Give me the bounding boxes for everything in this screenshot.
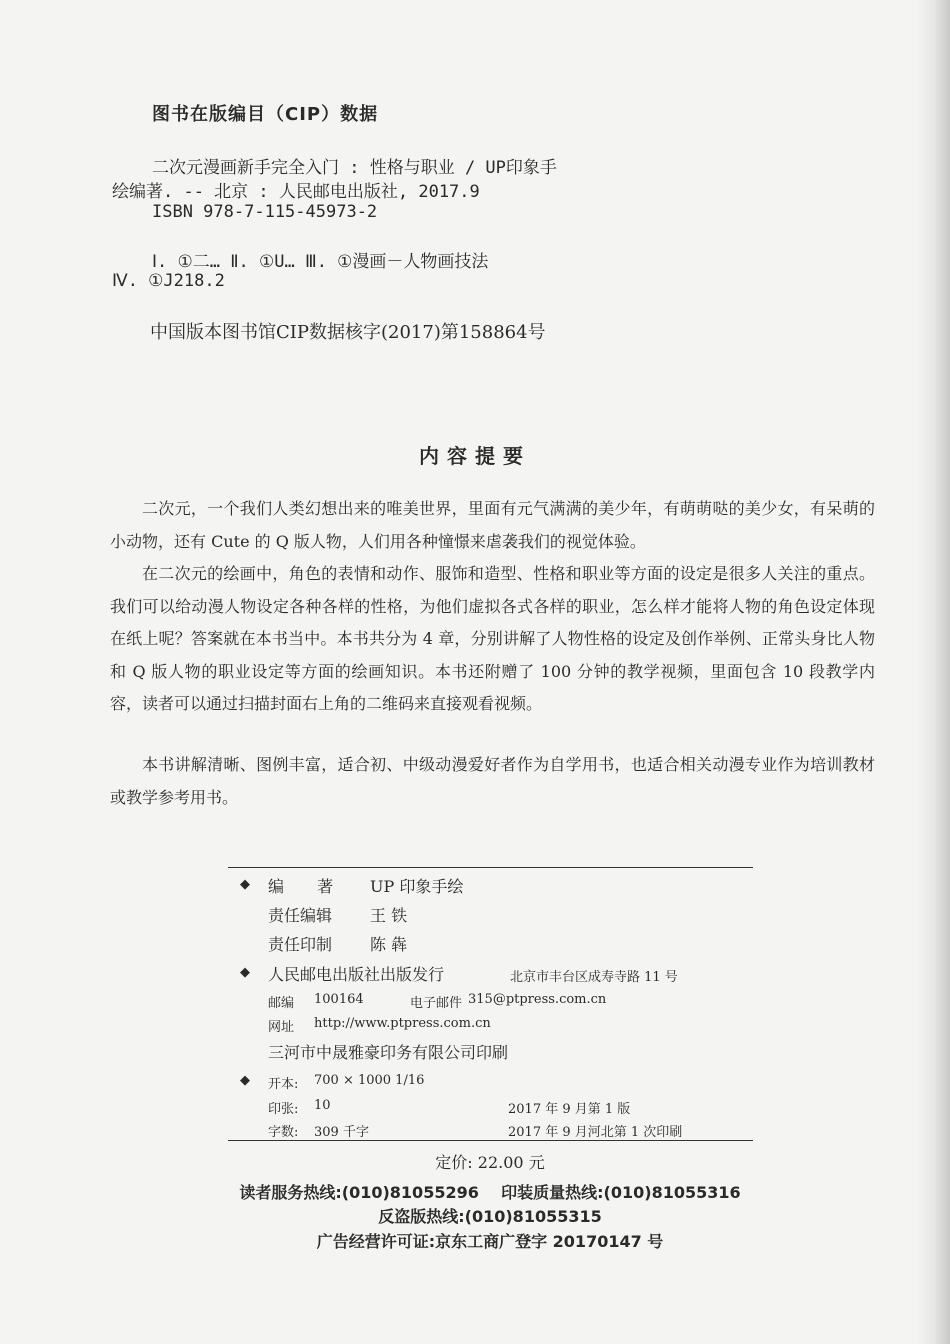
email-label: 电子邮件	[410, 996, 463, 1011]
printing-label: 责任印制	[268, 935, 333, 954]
word-count: 309 千字	[314, 1125, 369, 1140]
words-label: 字数:	[268, 1125, 299, 1140]
summary-title: 内容提要	[419, 444, 531, 468]
web-label: 网址	[268, 1020, 295, 1035]
divider-top	[228, 867, 753, 868]
summary-paragraph: 在二次元的绘画中，角色的表情和动作、服饰和造型、性格和职业等方面的设定是很多人关注的重点。我们可以给动漫人物设定各种各样的性格，为他们虚拟各式各样的职业，怎么样才能将人物的角色设定体现在纸上呢？答案就在本书当中。本书共分为 4 章，分别讲解了人物性格的设定及创作举例、正常头身比人物和 Q 版人物的职业设定等方面的绘画知识。本书还附赠了 100 分钟的教学视频，里面包含 10 段教学内容，读者可以通过扫描封面右上角的二维码来直接观看视频。	[110, 564, 875, 713]
editor-label: 责任编辑	[268, 906, 333, 925]
summary-paragraph: 本书讲解清晰、图例丰富，适合初、中级动漫爱好者作为自学用书，也适合相关动漫专业作为培训教材或教学参考用书。	[110, 755, 875, 807]
publisher-address: 北京市丰台区成寿寺路 11 号	[510, 970, 678, 985]
divider-bottom	[228, 1140, 753, 1141]
editor: 王 铁	[370, 906, 408, 925]
sheets-label: 印张:	[268, 1102, 299, 1117]
page-spine-shadow	[916, 0, 950, 1344]
service-hotline-label: 读者服务热线:	[239, 1183, 342, 1202]
cip-line: 绘编著. -- 北京 : 人民邮电出版社, 2017.9	[112, 182, 480, 202]
piracy-hotline: (010)81055315	[464, 1207, 602, 1226]
sheets: 10	[314, 1098, 331, 1113]
author: UP 印象手绘	[370, 877, 464, 896]
summary-paragraph: 二次元，一个我们人类幻想出来的唯美世界，里面有元气满满的美少年，有萌萌哒的美少女，有呆萌的小动物，还有 Cute 的 Q 版人物，人们用各种憧憬来虐袭我们的视觉体验。	[110, 499, 875, 551]
piracy-line	[0, 1204, 950, 1227]
quality-hotline: (010)81055316	[603, 1183, 741, 1202]
author-label: 编 著	[268, 877, 348, 896]
cip-line: Ⅰ. ①二… Ⅱ. ①U… Ⅲ. ①漫画－人物画技法	[152, 252, 489, 272]
cip-line: 二次元漫画新手完全入门 : 性格与职业 / UP印象手	[152, 158, 557, 178]
edition: 2017 年 9 月第 1 版	[508, 1102, 631, 1117]
book-format: 700 × 1000 1/16	[314, 1073, 425, 1088]
price-line	[0, 1150, 950, 1173]
quality-hotline-label: 印装质量热线:	[501, 1183, 604, 1202]
ad-license-line	[0, 1229, 950, 1252]
cip-number: 中国版本图书馆CIP数据核字(2017)第158864号	[150, 322, 546, 343]
piracy-hotline-label: 反盗版热线:	[378, 1207, 465, 1226]
service-hotline: (010)81055296	[341, 1183, 479, 1202]
price-label: 定价:	[435, 1153, 473, 1172]
cip-title: 图书在版编目（CIP）数据	[152, 104, 379, 125]
bullet-icon: ◆	[240, 877, 250, 892]
bullet-icon: ◆	[240, 965, 250, 980]
printer: 三河市中晟雅豪印务有限公司印刷	[268, 1043, 509, 1062]
postcode: 100164	[314, 992, 364, 1007]
ad-license: 京东工商广登字 20170147 号	[435, 1232, 664, 1251]
bullet-icon: ◆	[240, 1073, 250, 1088]
publisher: 人民邮电出版社出版发行	[268, 965, 445, 984]
price: 22.00 元	[477, 1153, 545, 1172]
cip-isbn: ISBN 978-7-115-45973-2	[152, 202, 378, 222]
print-run: 2017 年 9 月河北第 1 次印刷	[508, 1125, 683, 1140]
cip-line: Ⅳ. ①J218.2	[112, 271, 225, 291]
postcode-label: 邮编	[268, 996, 295, 1011]
hotline-line	[0, 1180, 950, 1203]
website: http://www.ptpress.com.cn	[314, 1016, 491, 1031]
ad-license-label: 广告经营许可证:	[316, 1232, 436, 1251]
email: 315@ptpress.com.cn	[468, 992, 607, 1007]
printing-supervisor: 陈 犇	[370, 935, 408, 954]
format-label: 开本:	[268, 1077, 299, 1092]
